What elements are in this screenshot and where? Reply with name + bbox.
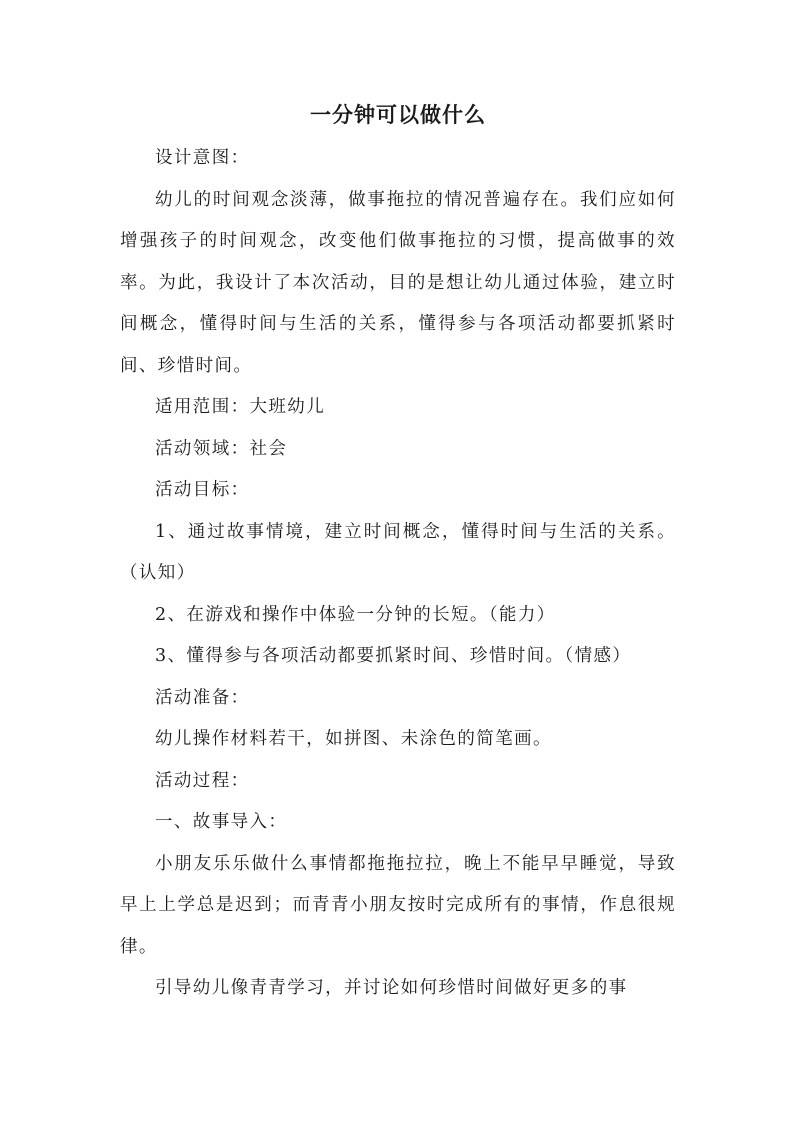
paragraph-scope: 适用范围：大班幼儿 [155,397,326,417]
document-body [120,93,676,1010]
paragraph-step-1-heading: 一、故事导入： [155,812,288,832]
paragraph-prep-heading: 活动准备： [155,687,250,708]
paragraph-process-heading: 活动过程： [155,770,250,791]
paragraph-guidance: 引导幼儿像青青学习，并讨论如何珍惜时间做好更多的事 [155,978,628,998]
paragraph-goal-2: 2、在游戏和操作中体验一分钟的长短。（能力） [155,604,556,625]
paragraph-goal-3: 3、懂得参与各项活动都要抓紧时间、珍惜时间。（情感） [155,646,632,666]
paragraph-goals-heading: 活动目标： [155,480,250,500]
paragraph-goal-1: 1、通过故事情境，建立时间概念，懂得时间与生活的关系。（认知） [120,521,676,583]
paragraph-domain: 活动领域：社会 [155,438,288,459]
paragraph-design-intent: 幼儿的时间观念淡薄，做事拖拉的情况普遍存在。我们应如何增强孩子的时间观念，改变他们做事拖拉的习惯，提高做事的效率。为此，我设计了本次活动，目的是想让幼儿通过体验，建立时间概念，懂得时间与生活的关系，懂得参与各项活动都要抓紧时间、珍惜时间。 [120,189,676,376]
document-title: 一分钟可以做什么 [310,103,486,127]
paragraph-design-intent-heading: 设计意图： [155,148,250,168]
paragraph-prep: 幼儿操作材料若干，如拼图、未涂色的简笔画。 [155,729,552,749]
paragraph-story: 小朋友乐乐做什么事情都拖拖拉拉，晚上不能早早睡觉，导致早上上学总是迟到；而青青小朋友按时完成所有的事情，作息很规律。 [120,853,676,957]
